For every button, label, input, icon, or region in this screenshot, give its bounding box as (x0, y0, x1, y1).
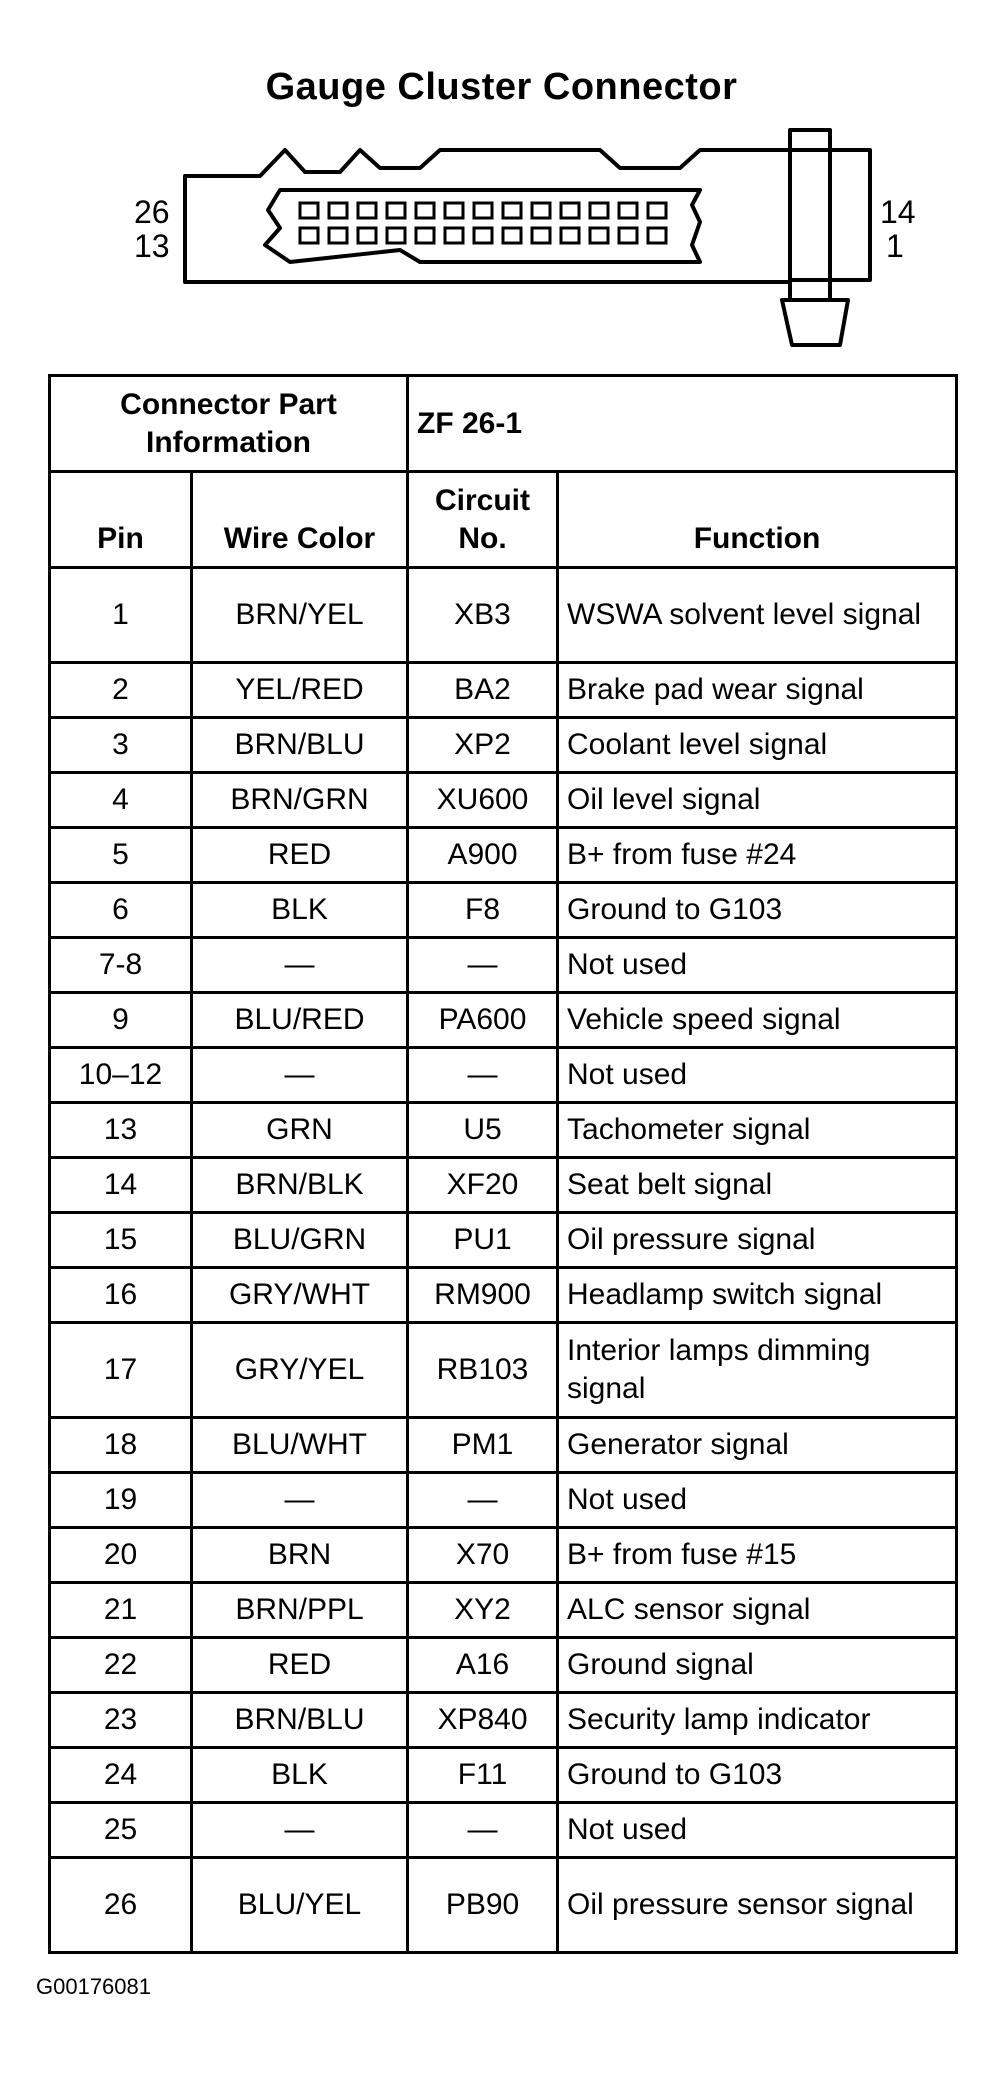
connector-pin (445, 203, 463, 218)
wire-color-cell: — (192, 1048, 408, 1103)
table-row (50, 1213, 957, 1268)
pin-cell: 15 (50, 1213, 192, 1268)
wire-color-cell: BRN/BLK (192, 1158, 408, 1213)
pin-cell: 9 (50, 993, 192, 1048)
connector-pin (561, 203, 579, 218)
table-row (50, 1268, 957, 1323)
circuit-cell: PU1 (408, 1213, 558, 1268)
wire-color-cell: RED (192, 1638, 408, 1693)
column-header-pin: Pin (50, 472, 192, 568)
function-cell: B+ from fuse #15 (558, 1528, 957, 1583)
pin-cell: 14 (50, 1158, 192, 1213)
pin-cell: 23 (50, 1693, 192, 1748)
function-cell: ALC sensor signal (558, 1583, 957, 1638)
pin-cell: 25 (50, 1803, 192, 1858)
circuit-cell: U5 (408, 1103, 558, 1158)
table-row (50, 568, 957, 663)
wire-color-cell: BRN (192, 1528, 408, 1583)
circuit-cell: — (408, 1048, 558, 1103)
table-row (50, 1323, 957, 1418)
circuit-cell: — (408, 938, 558, 993)
pin-cell: 1 (50, 568, 192, 663)
function-cell: Headlamp switch signal (558, 1268, 957, 1323)
function-cell: Brake pad wear signal (558, 663, 957, 718)
function-cell: Interior lamps dimming signal (558, 1323, 957, 1418)
function-cell: Not used (558, 938, 957, 993)
function-cell: Coolant level signal (558, 718, 957, 773)
wire-color-cell: — (192, 1473, 408, 1528)
pin-cell: 6 (50, 883, 192, 938)
circuit-cell: F11 (408, 1748, 558, 1803)
connector-pin (590, 203, 608, 218)
wire-color-cell: BLK (192, 1748, 408, 1803)
wire-color-cell: BLU/GRN (192, 1213, 408, 1268)
column-header-circuit: Circuit No. (408, 472, 558, 568)
table-row (50, 883, 957, 938)
pin-cell: 24 (50, 1748, 192, 1803)
connector-tab (782, 300, 848, 345)
circuit-cell: — (408, 1473, 558, 1528)
pin-cell: 13 (50, 1103, 192, 1158)
wire-color-cell: — (192, 1803, 408, 1858)
wire-color-cell: GRY/WHT (192, 1268, 408, 1323)
pin-cell: 21 (50, 1583, 192, 1638)
pin-cell: 26 (50, 1858, 192, 1953)
table-row (50, 1528, 957, 1583)
wire-color-cell: GRY/YEL (192, 1323, 408, 1418)
wire-color-cell: RED (192, 828, 408, 883)
connector-pin (532, 203, 550, 218)
connector-latch (790, 130, 830, 300)
pin-cell: 3 (50, 718, 192, 773)
circuit-cell: F8 (408, 883, 558, 938)
table-row (50, 1748, 957, 1803)
circuit-cell: PM1 (408, 1418, 558, 1473)
pin-cell: 17 (50, 1323, 192, 1418)
pinout-table (48, 374, 958, 1954)
pin-cell: 4 (50, 773, 192, 828)
connector-pin (503, 203, 521, 218)
circuit-cell: XP840 (408, 1693, 558, 1748)
connector-pin (300, 228, 318, 243)
function-cell: Vehicle speed signal (558, 993, 957, 1048)
function-cell: Seat belt signal (558, 1158, 957, 1213)
column-header-wire-color: Wire Color (192, 472, 408, 568)
table-row (50, 1858, 957, 1953)
table-row (50, 993, 957, 1048)
part-info-label: Connector Part Information (50, 376, 408, 472)
table-row (50, 1048, 957, 1103)
circuit-cell: X70 (408, 1528, 558, 1583)
connector-pin (561, 228, 579, 243)
pin-cell: 2 (50, 663, 192, 718)
connector-pin (474, 228, 492, 243)
function-cell: Oil pressure signal (558, 1213, 957, 1268)
circuit-cell: XY2 (408, 1583, 558, 1638)
circuit-cell: XF20 (408, 1158, 558, 1213)
connector-pin (300, 203, 318, 218)
connector-pin (590, 228, 608, 243)
function-cell: Ground signal (558, 1638, 957, 1693)
connector-pin (445, 228, 463, 243)
connector-cavity (265, 190, 700, 262)
circuit-cell: A900 (408, 828, 558, 883)
circuit-cell: RM900 (408, 1268, 558, 1323)
function-cell: Not used (558, 1048, 957, 1103)
wire-color-cell: BLU/YEL (192, 1858, 408, 1953)
wire-color-cell: — (192, 938, 408, 993)
function-cell: B+ from fuse #24 (558, 828, 957, 883)
table-row (50, 1638, 957, 1693)
connector-diagram (0, 0, 1003, 370)
function-cell: Oil pressure sensor signal (558, 1858, 957, 1953)
connector-pin (648, 203, 666, 218)
connector-pin (532, 228, 550, 243)
part-info-value: ZF 26-1 (408, 376, 957, 472)
table-row (50, 938, 957, 993)
connector-pin (387, 228, 405, 243)
pin-cell: 5 (50, 828, 192, 883)
connector-pin (619, 203, 637, 218)
pin-cell: 22 (50, 1638, 192, 1693)
table-row (50, 1583, 957, 1638)
circuit-cell: RB103 (408, 1323, 558, 1418)
function-cell: Ground to G103 (558, 1748, 957, 1803)
wire-color-cell: BRN/BLU (192, 1693, 408, 1748)
wire-color-cell: BLK (192, 883, 408, 938)
connector-label-left-bottom: 13 (134, 228, 170, 264)
connector-pin (474, 203, 492, 218)
function-cell: Oil level signal (558, 773, 957, 828)
circuit-cell: PB90 (408, 1858, 558, 1953)
wire-color-cell: BRN/YEL (192, 568, 408, 663)
wire-color-cell: BRN/BLU (192, 718, 408, 773)
function-cell: Generator signal (558, 1418, 957, 1473)
function-cell: Ground to G103 (558, 883, 957, 938)
pin-cell: 18 (50, 1418, 192, 1473)
pin-cell: 16 (50, 1268, 192, 1323)
table-row (50, 1473, 957, 1528)
connector-pin (329, 203, 347, 218)
circuit-cell: PA600 (408, 993, 558, 1048)
pin-cell: 10–12 (50, 1048, 192, 1103)
table-row (50, 1158, 957, 1213)
wire-color-cell: GRN (192, 1103, 408, 1158)
table-row (50, 1803, 957, 1858)
circuit-cell: BA2 (408, 663, 558, 718)
table-row (50, 1693, 957, 1748)
connector-pin (619, 228, 637, 243)
circuit-cell: — (408, 1803, 558, 1858)
table-row (50, 1103, 957, 1158)
pin-cell: 7-8 (50, 938, 192, 993)
table-row (50, 828, 957, 883)
table-row (50, 773, 957, 828)
circuit-cell: XP2 (408, 718, 558, 773)
connector-pin (416, 228, 434, 243)
connector-label-right-bottom: 1 (886, 228, 904, 264)
wire-color-cell: YEL/RED (192, 663, 408, 718)
figure-id: G00176081 (36, 1974, 151, 1999)
table-row (50, 718, 957, 773)
wire-color-cell: BLU/RED (192, 993, 408, 1048)
function-cell: Tachometer signal (558, 1103, 957, 1158)
connector-pin (503, 228, 521, 243)
circuit-cell: XB3 (408, 568, 558, 663)
connector-pin (416, 203, 434, 218)
connector-label-left-top: 26 (134, 194, 170, 230)
page-title: Gauge Cluster Connector (265, 66, 738, 108)
function-cell: Security lamp indicator (558, 1693, 957, 1748)
function-cell: Not used (558, 1473, 957, 1528)
wire-color-cell: BRN/GRN (192, 773, 408, 828)
function-cell: Not used (558, 1803, 957, 1858)
connector-pin (358, 228, 376, 243)
column-header-function: Function (558, 472, 957, 568)
connector-pin (329, 228, 347, 243)
circuit-cell: XU600 (408, 773, 558, 828)
pin-cell: 19 (50, 1473, 192, 1528)
connector-pin (648, 228, 666, 243)
wire-color-cell: BLU/WHT (192, 1418, 408, 1473)
connector-pin (358, 203, 376, 218)
circuit-cell: A16 (408, 1638, 558, 1693)
connector-label-right-top: 14 (880, 194, 916, 230)
table-row (50, 1418, 957, 1473)
function-cell: WSWA solvent level signal (558, 568, 957, 663)
pin-cell: 20 (50, 1528, 192, 1583)
wire-color-cell: BRN/PPL (192, 1583, 408, 1638)
connector-pin (387, 203, 405, 218)
table-row (50, 663, 957, 718)
